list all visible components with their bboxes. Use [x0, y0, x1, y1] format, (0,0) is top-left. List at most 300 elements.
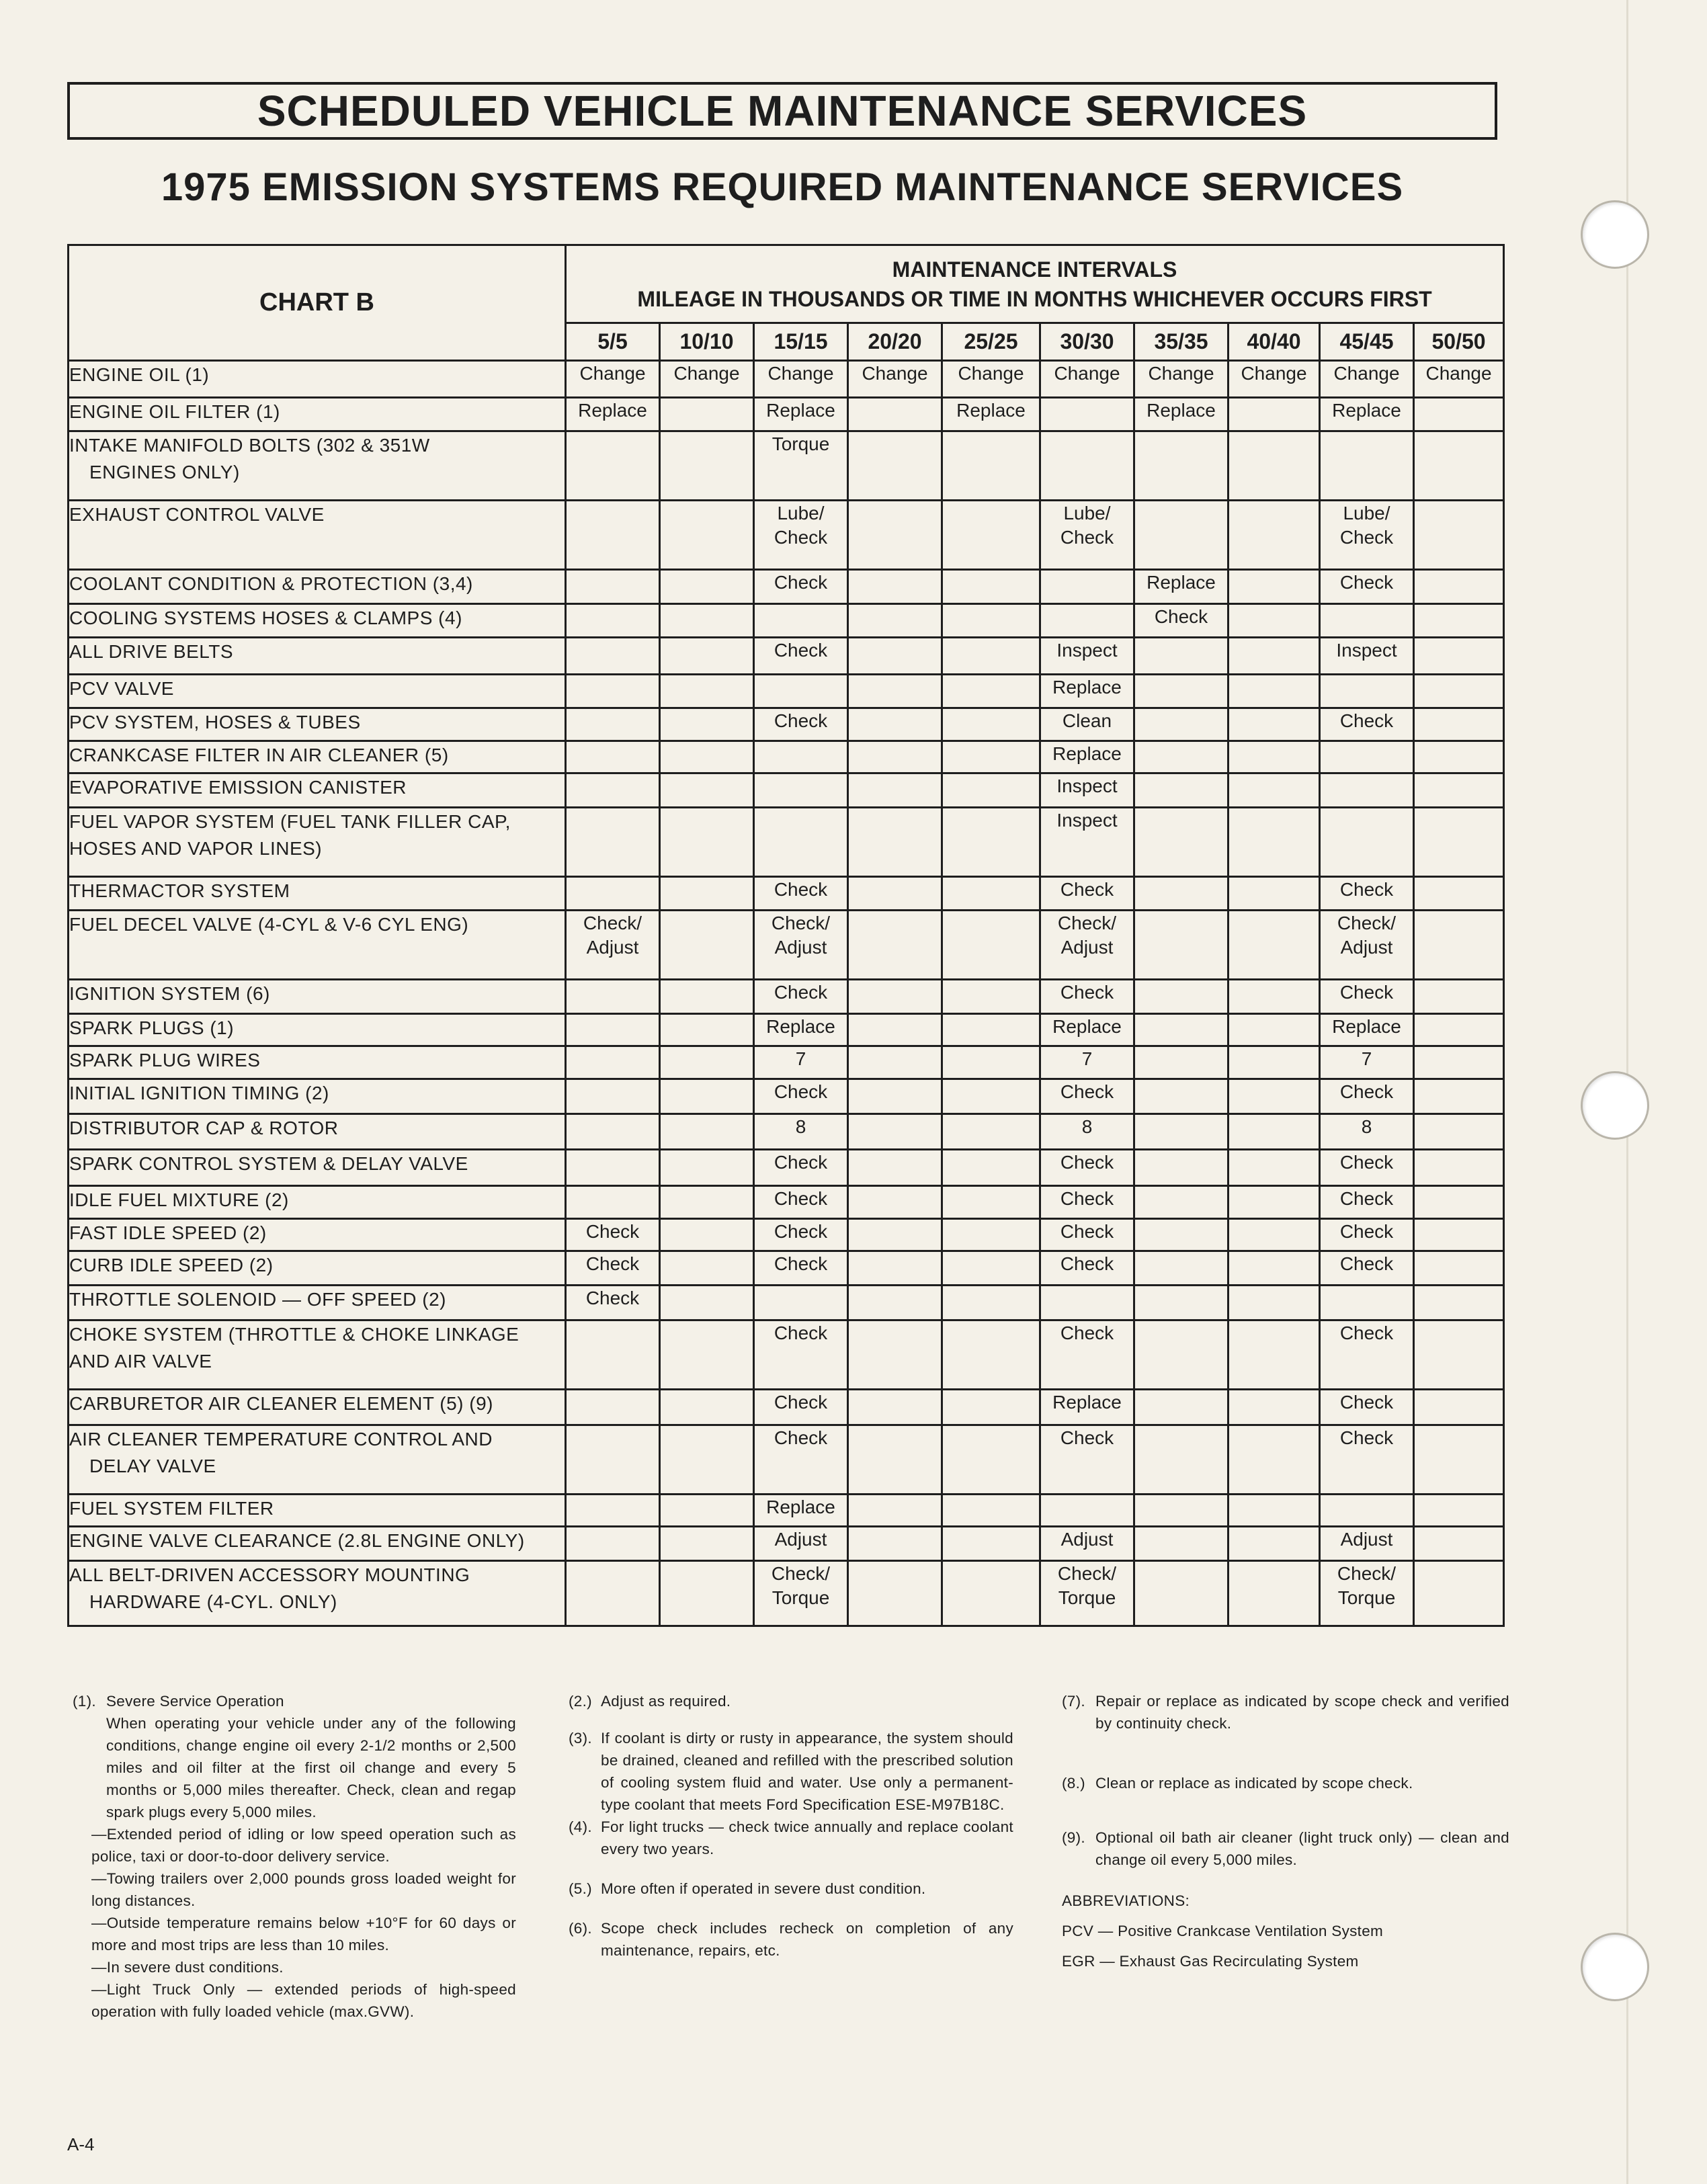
interval-cell: [660, 1218, 754, 1251]
interval-cell: [848, 807, 942, 876]
interval-cell: [1229, 1013, 1320, 1046]
service-item-label: CHOKE SYSTEM (THROTTLE & CHOKE LINKAGE: [69, 1324, 519, 1345]
binder-hole-middle: [1581, 1071, 1649, 1140]
service-item: [69, 1114, 566, 1150]
interval-cell: [1134, 1425, 1229, 1494]
service-item: [69, 1186, 566, 1218]
service-item-label: SPARK PLUG WIRES: [69, 1050, 261, 1071]
interval-cell: Check: [1320, 1390, 1414, 1425]
interval-cell: [1229, 638, 1320, 675]
interval-cell: [848, 1149, 942, 1186]
interval-cell: Change: [848, 361, 942, 398]
interval-cell: 8: [1040, 1114, 1134, 1150]
interval-cell: Inspect: [1320, 638, 1414, 675]
interval-cell: [1134, 773, 1229, 808]
interval-cell: [942, 911, 1040, 980]
service-item-label: SPARK CONTROL SYSTEM & DELAY VALVE: [69, 1152, 468, 1174]
interval-cell: Check/ Torque: [1040, 1560, 1134, 1626]
interval-cell: [1134, 1560, 1229, 1626]
interval-cell: [660, 1114, 754, 1150]
service-item-label: INITIAL IGNITION TIMING (2): [69, 1082, 329, 1103]
interval-cell: [1320, 431, 1414, 501]
interval-cell: [1040, 1285, 1134, 1320]
note-6: [569, 1917, 1013, 1962]
service-item-label: HARDWARE (4-CYL. ONLY): [89, 1591, 337, 1612]
table-row: [69, 1149, 1504, 1186]
interval-cell: Replace: [1320, 1013, 1414, 1046]
note-text: Optional oil bath air cleaner (light truck only) — clean and change oil every 5,000 miles.: [1095, 1829, 1509, 1868]
service-item-label: CRANKCASE FILTER IN AIR CLEANER (5): [69, 744, 449, 765]
service-item-label: PCV SYSTEM, HOSES & TUBES: [69, 712, 361, 733]
interval-cell: Check: [1320, 1425, 1414, 1494]
service-item-label: FUEL DECEL VALVE (4-CYL & V-6 CYL ENG): [69, 914, 469, 935]
interval-cell: [1414, 1425, 1504, 1494]
table-row: [69, 876, 1504, 911]
interval-cell: [566, 501, 660, 570]
interval-cell: [942, 1186, 1040, 1218]
interval-cell: [754, 1285, 848, 1320]
interval-cell: [848, 1494, 942, 1526]
service-item-label: CARBURETOR AIR CLEANER ELEMENT (5) (9): [69, 1393, 493, 1415]
interval-cell: [848, 773, 942, 808]
interval-cell: [942, 1285, 1040, 1320]
interval-cell: [1134, 1285, 1229, 1320]
interval-cell: [848, 431, 942, 501]
table-row: [69, 1320, 1504, 1390]
interval-cell: [1229, 1390, 1320, 1425]
note-4: [569, 1816, 1013, 1860]
interval-cell: [1229, 1425, 1320, 1494]
notes-column-1: [73, 1690, 516, 2023]
service-item: [69, 741, 566, 773]
interval-cell: [1229, 980, 1320, 1014]
interval-cell: [566, 708, 660, 741]
interval-cell: [1040, 570, 1134, 604]
interval-cell: [1134, 431, 1229, 501]
interval-cell: [1320, 741, 1414, 773]
interval-cell: [942, 1046, 1040, 1079]
interval-cell: Inspect: [1040, 773, 1134, 808]
service-item-label: AIR CLEANER TEMPERATURE CONTROL AND: [69, 1428, 493, 1450]
interval-cell: [660, 397, 754, 431]
interval-cell: [1040, 397, 1134, 431]
interval-header: 50/50: [1414, 323, 1504, 361]
service-item-label: COOLANT CONDITION & PROTECTION (3,4): [69, 573, 473, 595]
interval-cell: [1134, 980, 1229, 1014]
note-text: For light trucks — check twice annually and replace coolant every two years.: [601, 1818, 1013, 1857]
interval-cell: [942, 1114, 1040, 1150]
interval-cell: [660, 876, 754, 911]
service-item: [69, 431, 566, 501]
interval-cell: [660, 1425, 754, 1494]
interval-cell: Check: [1040, 1079, 1134, 1114]
interval-header: 20/20: [848, 323, 942, 361]
interval-cell: Inspect: [1040, 807, 1134, 876]
interval-cell: [1414, 1013, 1504, 1046]
interval-cell: Torque: [754, 431, 848, 501]
table-row: [69, 980, 1504, 1014]
note-number: (1).: [73, 1693, 96, 1710]
interval-cell: [660, 807, 754, 876]
interval-cell: [942, 1425, 1040, 1494]
interval-cell: [848, 1218, 942, 1251]
service-item-label: ENGINE VALVE CLEARANCE (2.8L ENGINE ONLY): [69, 1530, 525, 1552]
interval-cell: [566, 980, 660, 1014]
service-item: [69, 1527, 566, 1561]
table-row: [69, 501, 1504, 570]
interval-cell: [1414, 1285, 1504, 1320]
interval-cell: [1229, 741, 1320, 773]
page-title: SCHEDULED VEHICLE MAINTENANCE SERVICES: [67, 82, 1497, 140]
interval-cell: [1320, 674, 1414, 708]
interval-cell: [1134, 911, 1229, 980]
service-item-label: FAST IDLE SPEED (2): [69, 1222, 267, 1243]
interval-cell: Check: [1320, 1218, 1414, 1251]
service-item-label: CURB IDLE SPEED (2): [69, 1255, 274, 1276]
table-row: [69, 708, 1504, 741]
service-item-label: DELAY VALVE: [89, 1455, 216, 1476]
interval-cell: [942, 1560, 1040, 1626]
service-item: [69, 1560, 566, 1626]
interval-cell: [566, 570, 660, 604]
interval-cell: [660, 708, 754, 741]
interval-cell: Check: [1040, 1218, 1134, 1251]
interval-cell: [660, 501, 754, 570]
interval-header: 5/5: [566, 323, 660, 361]
interval-cell: [660, 1079, 754, 1114]
interval-cell: Replace: [942, 397, 1040, 431]
interval-cell: [754, 603, 848, 638]
service-item-label: PCV VALVE: [69, 677, 174, 699]
interval-cell: Check: [1040, 1186, 1134, 1218]
note-text: Adjust as required.: [601, 1693, 731, 1710]
interval-cell: [1229, 1186, 1320, 1218]
interval-cell: [1414, 431, 1504, 501]
interval-header: 40/40: [1229, 323, 1320, 361]
interval-cell: [660, 1494, 754, 1526]
abbreviation-egr: EGR — Exhaust Gas Recirculating System: [1062, 1953, 1359, 1970]
interval-cell: Check/ Torque: [1320, 1560, 1414, 1626]
interval-cell: [942, 741, 1040, 773]
interval-cell: [1134, 1186, 1229, 1218]
table-row: [69, 911, 1504, 980]
interval-cell: [848, 980, 942, 1014]
interval-cell: [942, 638, 1040, 675]
interval-cell: [566, 1560, 660, 1626]
chart-label-cell: [69, 245, 566, 361]
service-item: [69, 674, 566, 708]
interval-header: 30/30: [1040, 323, 1134, 361]
interval-cell: [660, 674, 754, 708]
interval-cell: [942, 980, 1040, 1014]
interval-cell: [566, 1390, 660, 1425]
interval-cell: [1134, 1390, 1229, 1425]
note-1-bullet: —In severe dust conditions.: [91, 1959, 284, 1976]
service-item-label: ENGINES ONLY): [89, 462, 240, 483]
note-1-bullet: —Light Truck Only — extended periods of high-speed operation with fully loaded vehicle (max.GVW).: [91, 1981, 516, 2020]
table-row: [69, 741, 1504, 773]
service-item: [69, 1013, 566, 1046]
interval-cell: [1134, 1149, 1229, 1186]
service-item: [69, 1390, 566, 1425]
interval-cell: [1134, 807, 1229, 876]
service-item-label: ALL DRIVE BELTS: [69, 641, 234, 663]
interval-cell: Check: [1040, 1149, 1134, 1186]
interval-cell: [660, 638, 754, 675]
interval-cell: Replace: [754, 397, 848, 431]
note-1-title: Severe Service Operation: [106, 1693, 284, 1710]
page-subtitle: 1975 EMISSION SYSTEMS REQUIRED MAINTENANCE SERVICES: [161, 165, 1404, 209]
interval-cell: [1229, 807, 1320, 876]
service-item-label: ALL BELT-DRIVEN ACCESSORY MOUNTING: [69, 1564, 470, 1585]
interval-cell: [1229, 431, 1320, 501]
interval-cell: [848, 397, 942, 431]
interval-cell: Check: [754, 1320, 848, 1390]
interval-cell: Check: [754, 708, 848, 741]
interval-cell: Check: [754, 570, 848, 604]
interval-cell: [1414, 773, 1504, 808]
interval-cell: [660, 1251, 754, 1286]
interval-cell: [1134, 1079, 1229, 1114]
interval-cell: [848, 1390, 942, 1425]
interval-cell: [942, 1218, 1040, 1251]
interval-cell: [848, 708, 942, 741]
interval-cell: [1320, 1494, 1414, 1526]
service-item-label: EVAPORATIVE EMISSION CANISTER: [69, 777, 407, 798]
interval-cell: [848, 911, 942, 980]
note-text: More often if operated in severe dust condition.: [601, 1880, 926, 1897]
interval-cell: [566, 807, 660, 876]
interval-cell: Check: [566, 1218, 660, 1251]
interval-cell: Check: [1040, 1425, 1134, 1494]
table-row: [69, 807, 1504, 876]
interval-cell: [1414, 501, 1504, 570]
interval-cell: Check: [1320, 570, 1414, 604]
interval-cell: [942, 1494, 1040, 1526]
notes-column-2: [569, 1690, 1013, 1962]
interval-cell: [660, 911, 754, 980]
interval-cell: Check: [1320, 980, 1414, 1014]
interval-cell: Check: [1040, 876, 1134, 911]
interval-cell: 8: [1320, 1114, 1414, 1150]
table-row: [69, 1218, 1504, 1251]
interval-cell: [1229, 1218, 1320, 1251]
interval-cell: [1134, 741, 1229, 773]
interval-cell: [1134, 1218, 1229, 1251]
abbreviations-heading: ABBREVIATIONS:: [1062, 1892, 1190, 1909]
interval-cell: [848, 1046, 942, 1079]
service-item-label: DISTRIBUTOR CAP & ROTOR: [69, 1118, 339, 1139]
table-row: [69, 1114, 1504, 1150]
interval-cell: [566, 741, 660, 773]
interval-cell: [1229, 674, 1320, 708]
interval-cell: [1414, 397, 1504, 431]
interval-cell: Check: [1320, 1186, 1414, 1218]
interval-cell: [1134, 674, 1229, 708]
note-2: [569, 1690, 1013, 1712]
intervals-subheading: MILEAGE IN THOUSANDS OR TIME IN MONTHS WHICHEVER OCCURS FIRST: [637, 286, 1432, 311]
interval-cell: [848, 674, 942, 708]
interval-cell: Check: [1320, 1251, 1414, 1286]
interval-cell: [1414, 1186, 1504, 1218]
interval-cell: [1134, 1494, 1229, 1526]
service-item: [69, 876, 566, 911]
interval-cell: Adjust: [1040, 1527, 1134, 1561]
interval-cell: [566, 1425, 660, 1494]
interval-cell: Check: [754, 1251, 848, 1286]
interval-cell: [754, 807, 848, 876]
notes-column-3: [1062, 1690, 1509, 1972]
interval-cell: [1134, 1251, 1229, 1286]
interval-header: 45/45: [1320, 323, 1414, 361]
interval-cell: Check: [1320, 1320, 1414, 1390]
interval-cell: [848, 638, 942, 675]
interval-cell: Clean: [1040, 708, 1134, 741]
interval-cell: Check/ Adjust: [1040, 911, 1134, 980]
page-number: A-4: [67, 2134, 95, 2154]
interval-cell: 7: [1040, 1046, 1134, 1079]
interval-cell: [1229, 1560, 1320, 1626]
service-item: [69, 773, 566, 808]
note-1: [73, 1690, 516, 2023]
table-row: [69, 361, 1504, 398]
interval-cell: Check: [754, 1149, 848, 1186]
interval-cell: [942, 570, 1040, 604]
interval-cell: Check: [754, 876, 848, 911]
service-item-label: FUEL VAPOR SYSTEM (FUEL TANK FILLER CAP,: [69, 810, 511, 832]
interval-cell: [1134, 1013, 1229, 1046]
interval-cell: [1414, 1114, 1504, 1150]
service-item: [69, 1218, 566, 1251]
interval-cell: [1414, 1149, 1504, 1186]
interval-cell: Check: [754, 980, 848, 1014]
table-row: [69, 397, 1504, 431]
service-item: [69, 980, 566, 1014]
service-item-label: ENGINE OIL FILTER (1): [69, 401, 280, 422]
interval-cell: [566, 1186, 660, 1218]
interval-cell: [1414, 1494, 1504, 1526]
intervals-heading: MAINTENANCE INTERVALS: [892, 257, 1177, 282]
interval-cell: [942, 1079, 1040, 1114]
interval-cell: [1414, 1527, 1504, 1561]
chart-label: CHART B: [259, 288, 374, 317]
note-number: (3).: [569, 1730, 592, 1747]
interval-cell: [1229, 1149, 1320, 1186]
service-item: [69, 708, 566, 741]
interval-cell: [1414, 1046, 1504, 1079]
interval-cell: [660, 1186, 754, 1218]
interval-cell: [848, 1114, 942, 1150]
interval-cell: [660, 1046, 754, 1079]
interval-cell: [566, 674, 660, 708]
interval-cell: [1229, 1527, 1320, 1561]
service-item: [69, 603, 566, 638]
note-number: (8.): [1062, 1775, 1085, 1792]
interval-cell: [754, 741, 848, 773]
interval-cell: [942, 674, 1040, 708]
interval-cell: [1229, 1494, 1320, 1526]
interval-cell: [1134, 1527, 1229, 1561]
interval-cell: [660, 431, 754, 501]
interval-cell: Check: [1040, 980, 1134, 1014]
note-text: Repair or replace as indicated by scope check and verified by continuity check.: [1095, 1693, 1509, 1732]
interval-cell: Check: [566, 1251, 660, 1286]
note-3: [569, 1727, 1013, 1816]
interval-cell: [848, 570, 942, 604]
table-row: [69, 1251, 1504, 1286]
note-number: (2.): [569, 1693, 592, 1710]
interval-cell: Replace: [754, 1494, 848, 1526]
interval-cell: [942, 1149, 1040, 1186]
binder-hole-bottom: [1581, 1933, 1649, 2001]
interval-cell: [848, 603, 942, 638]
interval-cell: [1414, 980, 1504, 1014]
interval-cell: [1414, 603, 1504, 638]
interval-cell: [1229, 1046, 1320, 1079]
interval-cell: [942, 807, 1040, 876]
table-row: [69, 431, 1504, 501]
service-item: [69, 1285, 566, 1320]
interval-cell: [1229, 1079, 1320, 1114]
interval-cell: [848, 1013, 942, 1046]
note-7: [1062, 1690, 1509, 1734]
service-item: [69, 501, 566, 570]
interval-cell: [660, 1285, 754, 1320]
interval-cell: [1320, 1285, 1414, 1320]
interval-cell: Lube/ Check: [754, 501, 848, 570]
table-row: [69, 1527, 1504, 1561]
interval-cell: Change: [754, 361, 848, 398]
interval-cell: [566, 1320, 660, 1390]
note-number: (6).: [569, 1920, 592, 1937]
interval-cell: [1320, 773, 1414, 808]
interval-cell: [660, 1013, 754, 1046]
note-5: [569, 1878, 1013, 1900]
interval-cell: Replace: [1134, 570, 1229, 604]
interval-cell: Lube/ Check: [1040, 501, 1134, 570]
service-item: [69, 1494, 566, 1526]
note-1-body: When operating your vehicle under any of the following conditions, change engine oil every 2-1/2 months or 2,500 miles and oil filter at the first oil change and every 5 months or 5,000 miles thereafter. Check, clean and regap spark plugs every 5,000 miles.: [106, 1715, 516, 1820]
interval-cell: [1229, 570, 1320, 604]
interval-cell: [1134, 1320, 1229, 1390]
interval-cell: [848, 1425, 942, 1494]
interval-cell: [848, 1560, 942, 1626]
interval-cell: Check: [754, 1218, 848, 1251]
service-item-label: THROTTLE SOLENOID — OFF SPEED (2): [69, 1288, 447, 1310]
interval-cell: [1414, 741, 1504, 773]
interval-cell: [1414, 1560, 1504, 1626]
interval-cell: [942, 501, 1040, 570]
interval-cell: [848, 1079, 942, 1114]
table-row: [69, 1013, 1504, 1046]
interval-cell: [660, 570, 754, 604]
interval-cell: Check: [1134, 603, 1229, 638]
service-item-label: FUEL SYSTEM FILTER: [69, 1497, 274, 1519]
interval-cell: [942, 773, 1040, 808]
interval-cell: [566, 876, 660, 911]
interval-cell: Change: [1229, 361, 1320, 398]
interval-cell: [1229, 1251, 1320, 1286]
interval-cell: [1134, 1114, 1229, 1150]
interval-cell: Lube/ Check: [1320, 501, 1414, 570]
note-number: (5.): [569, 1880, 592, 1897]
service-item-label: IDLE FUEL MIXTURE (2): [69, 1189, 289, 1211]
interval-cell: [1414, 570, 1504, 604]
interval-cell: Check: [1320, 708, 1414, 741]
interval-cell: [566, 1527, 660, 1561]
table-row: [69, 570, 1504, 604]
interval-header: 15/15: [754, 323, 848, 361]
